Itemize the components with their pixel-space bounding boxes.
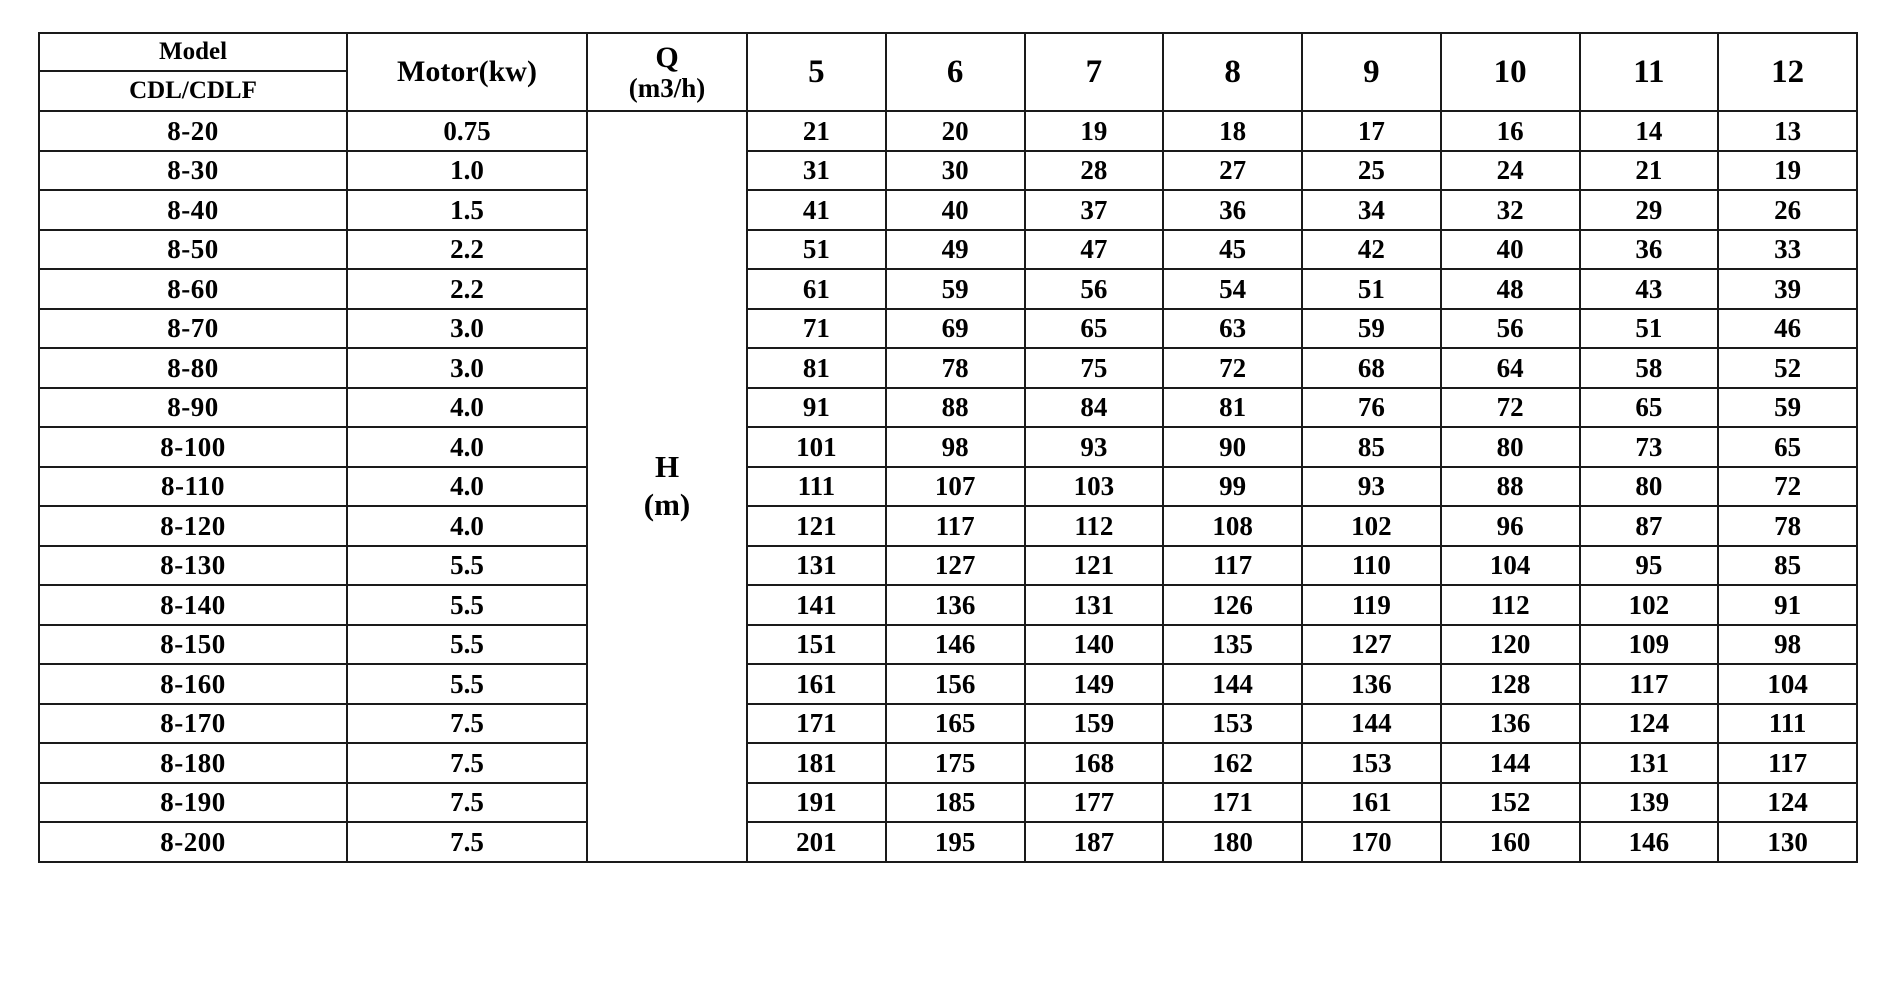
- header-model-top: Model: [39, 33, 347, 71]
- cell-model: 8-50: [39, 230, 347, 270]
- cell-head-value: 128: [1441, 664, 1580, 704]
- cell-head-value: 102: [1302, 506, 1441, 546]
- cell-head-value: 101: [747, 427, 886, 467]
- cell-head-value: 64: [1441, 348, 1580, 388]
- table-row: [39, 309, 1857, 349]
- cell-head-value: 59: [1718, 388, 1857, 428]
- cell-head-value: 117: [1580, 664, 1719, 704]
- cell-head-value: 162: [1163, 743, 1302, 783]
- table-row: [39, 348, 1857, 388]
- cell-head-value: 187: [1025, 822, 1164, 862]
- cell-head-value: 75: [1025, 348, 1164, 388]
- cell-head-value: 33: [1718, 230, 1857, 270]
- cell-head-value: 25: [1302, 151, 1441, 191]
- table-header-row-top: [39, 33, 1857, 71]
- header-flow-value: 7: [1025, 33, 1164, 111]
- cell-head-value: 37: [1025, 190, 1164, 230]
- cell-head-value: 21: [1580, 151, 1719, 191]
- header-model-bottom: CDL/CDLF: [39, 71, 347, 111]
- cell-motor-power: 2.2: [347, 269, 587, 309]
- cell-head-value: 201: [747, 822, 886, 862]
- cell-head-value: 121: [1025, 546, 1164, 586]
- cell-head-value: 91: [747, 388, 886, 428]
- cell-motor-power: 4.0: [347, 467, 587, 507]
- cell-head-value: 131: [1025, 585, 1164, 625]
- cell-head-value: 195: [886, 822, 1025, 862]
- cell-head-value: 54: [1163, 269, 1302, 309]
- cell-model: 8-100: [39, 427, 347, 467]
- header-flow-value: 12: [1718, 33, 1857, 111]
- cell-head-value: 30: [886, 151, 1025, 191]
- cell-head-value: 90: [1163, 427, 1302, 467]
- cell-model: 8-20: [39, 111, 347, 151]
- header-flow-unit: [587, 33, 747, 111]
- cell-head-value: 59: [886, 269, 1025, 309]
- table-row: [39, 151, 1857, 191]
- cell-model: 8-150: [39, 625, 347, 665]
- table-row: [39, 388, 1857, 428]
- cell-head-value: 42: [1302, 230, 1441, 270]
- cell-head-value: 151: [747, 625, 886, 665]
- cell-head-value: 93: [1025, 427, 1164, 467]
- cell-head-value: 78: [1718, 506, 1857, 546]
- cell-head-value: 109: [1580, 625, 1719, 665]
- cell-head-value: 153: [1163, 704, 1302, 744]
- cell-model: 8-90: [39, 388, 347, 428]
- cell-head-value: 45: [1163, 230, 1302, 270]
- cell-model: 8-200: [39, 822, 347, 862]
- cell-head-value: 51: [1302, 269, 1441, 309]
- cell-head-value: 95: [1580, 546, 1719, 586]
- cell-head-value: 171: [1163, 783, 1302, 823]
- cell-motor-power: 0.75: [347, 111, 587, 151]
- cell-head-value: 72: [1718, 467, 1857, 507]
- cell-model: 8-60: [39, 269, 347, 309]
- cell-head-value: 131: [1580, 743, 1719, 783]
- cell-head-value: 26: [1718, 190, 1857, 230]
- cell-head-value: 24: [1441, 151, 1580, 191]
- cell-head-value: 20: [886, 111, 1025, 151]
- cell-head-value: 126: [1163, 585, 1302, 625]
- cell-head-value: 40: [886, 190, 1025, 230]
- cell-head-value: 168: [1025, 743, 1164, 783]
- cell-head-value: 124: [1718, 783, 1857, 823]
- cell-head-value: 69: [886, 309, 1025, 349]
- cell-head-value: 13: [1718, 111, 1857, 151]
- cell-head-value: 175: [886, 743, 1025, 783]
- pump-performance-table: [38, 32, 1858, 863]
- cell-head-value: 36: [1163, 190, 1302, 230]
- cell-motor-power: 2.2: [347, 230, 587, 270]
- cell-head-value: 78: [886, 348, 1025, 388]
- cell-head-value: 71: [747, 309, 886, 349]
- cell-head-value: 68: [1302, 348, 1441, 388]
- cell-head-value: 16: [1441, 111, 1580, 151]
- cell-head-value: 108: [1163, 506, 1302, 546]
- cell-head-value: 135: [1163, 625, 1302, 665]
- cell-head-value: 43: [1580, 269, 1719, 309]
- cell-head-value: 139: [1580, 783, 1719, 823]
- cell-head-value: 47: [1025, 230, 1164, 270]
- cell-head-value: 84: [1025, 388, 1164, 428]
- cell-head-value: 85: [1302, 427, 1441, 467]
- cell-head-value: 28: [1025, 151, 1164, 191]
- cell-head-value: 21: [747, 111, 886, 151]
- header-flow-value: 11: [1580, 33, 1719, 111]
- cell-model: 8-80: [39, 348, 347, 388]
- cell-head-value: 136: [1302, 664, 1441, 704]
- cell-motor-power: 7.5: [347, 704, 587, 744]
- cell-model: 8-110: [39, 467, 347, 507]
- header-flow-symbol: Q: [655, 41, 679, 75]
- cell-head-value: 191: [747, 783, 886, 823]
- cell-head-value: 127: [886, 546, 1025, 586]
- cell-head-unit-label: [587, 111, 747, 862]
- cell-head-value: 40: [1441, 230, 1580, 270]
- cell-motor-power: 5.5: [347, 546, 587, 586]
- cell-head-value: 161: [1302, 783, 1441, 823]
- cell-motor-power: 3.0: [347, 348, 587, 388]
- table-row: [39, 822, 1857, 862]
- cell-motor-power: 5.5: [347, 664, 587, 704]
- cell-head-value: 136: [886, 585, 1025, 625]
- cell-model: 8-180: [39, 743, 347, 783]
- cell-head-value: 111: [1718, 704, 1857, 744]
- cell-head-value: 72: [1441, 388, 1580, 428]
- cell-head-value: 96: [1441, 506, 1580, 546]
- table-row: [39, 467, 1857, 507]
- cell-head-value: 14: [1580, 111, 1719, 151]
- cell-model: 8-160: [39, 664, 347, 704]
- cell-motor-power: 5.5: [347, 585, 587, 625]
- cell-head-value: 117: [1718, 743, 1857, 783]
- cell-head-value: 144: [1163, 664, 1302, 704]
- cell-model: 8-130: [39, 546, 347, 586]
- cell-head-value: 131: [747, 546, 886, 586]
- cell-head-value: 76: [1302, 388, 1441, 428]
- cell-motor-power: 4.0: [347, 506, 587, 546]
- header-flow-units: (m3/h): [628, 72, 706, 103]
- cell-head-value: 87: [1580, 506, 1719, 546]
- cell-motor-power: 4.0: [347, 388, 587, 428]
- cell-head-value: 110: [1302, 546, 1441, 586]
- cell-head-value: 140: [1025, 625, 1164, 665]
- cell-head-value: 72: [1163, 348, 1302, 388]
- cell-head-value: 177: [1025, 783, 1164, 823]
- header-flow-value: 9: [1302, 33, 1441, 111]
- cell-head-value: 73: [1580, 427, 1719, 467]
- cell-head-value: 65: [1025, 309, 1164, 349]
- cell-head-value: 120: [1441, 625, 1580, 665]
- cell-head-value: 152: [1441, 783, 1580, 823]
- cell-head-value: 34: [1302, 190, 1441, 230]
- header-flow-value: 5: [747, 33, 886, 111]
- cell-motor-power: 7.5: [347, 743, 587, 783]
- cell-head-value: 144: [1441, 743, 1580, 783]
- table-row: [39, 664, 1857, 704]
- cell-motor-power: 7.5: [347, 783, 587, 823]
- cell-head-value: 104: [1718, 664, 1857, 704]
- cell-model: 8-30: [39, 151, 347, 191]
- cell-model: 8-120: [39, 506, 347, 546]
- cell-head-value: 180: [1163, 822, 1302, 862]
- cell-head-value: 146: [886, 625, 1025, 665]
- cell-head-value: 19: [1718, 151, 1857, 191]
- table-row: [39, 546, 1857, 586]
- cell-head-value: 156: [886, 664, 1025, 704]
- cell-model: 8-190: [39, 783, 347, 823]
- cell-head-value: 18: [1163, 111, 1302, 151]
- cell-head-value: 80: [1441, 427, 1580, 467]
- cell-head-value: 121: [747, 506, 886, 546]
- cell-head-value: 99: [1163, 467, 1302, 507]
- cell-head-value: 58: [1580, 348, 1719, 388]
- cell-motor-power: 4.0: [347, 427, 587, 467]
- cell-head-value: 107: [886, 467, 1025, 507]
- cell-head-value: 36: [1580, 230, 1719, 270]
- cell-head-value: 117: [886, 506, 1025, 546]
- cell-head-value: 52: [1718, 348, 1857, 388]
- cell-motor-power: 1.5: [347, 190, 587, 230]
- table-row: [39, 743, 1857, 783]
- cell-head-value: 41: [747, 190, 886, 230]
- cell-head-value: 81: [747, 348, 886, 388]
- cell-head-value: 144: [1302, 704, 1441, 744]
- cell-model: 8-70: [39, 309, 347, 349]
- table-row: [39, 111, 1857, 151]
- cell-head-value: 98: [1718, 625, 1857, 665]
- cell-head-value: 80: [1580, 467, 1719, 507]
- cell-head-value: 65: [1580, 388, 1719, 428]
- cell-head-value: 103: [1025, 467, 1164, 507]
- cell-head-value: 112: [1025, 506, 1164, 546]
- cell-head-value: 91: [1718, 585, 1857, 625]
- table-row: [39, 506, 1857, 546]
- cell-motor-power: 7.5: [347, 822, 587, 862]
- cell-head-value: 171: [747, 704, 886, 744]
- cell-head-value: 51: [1580, 309, 1719, 349]
- table-row: [39, 783, 1857, 823]
- cell-head-value: 112: [1441, 585, 1580, 625]
- header-flow-value: 6: [886, 33, 1025, 111]
- cell-head-value: 61: [747, 269, 886, 309]
- cell-head-value: 88: [886, 388, 1025, 428]
- cell-head-value: 85: [1718, 546, 1857, 586]
- pump-spec-table-container: [38, 32, 1856, 863]
- table-row: [39, 704, 1857, 744]
- cell-head-value: 124: [1580, 704, 1719, 744]
- cell-head-value: 31: [747, 151, 886, 191]
- cell-head-value: 17: [1302, 111, 1441, 151]
- table-row: [39, 269, 1857, 309]
- cell-head-value: 119: [1302, 585, 1441, 625]
- cell-head-value: 149: [1025, 664, 1164, 704]
- header-flow-value: 8: [1163, 33, 1302, 111]
- cell-head-value: 161: [747, 664, 886, 704]
- cell-head-value: 98: [886, 427, 1025, 467]
- table-row: [39, 190, 1857, 230]
- cell-head-value: 63: [1163, 309, 1302, 349]
- cell-head-value: 104: [1441, 546, 1580, 586]
- table-row: [39, 230, 1857, 270]
- cell-head-value: 170: [1302, 822, 1441, 862]
- cell-head-value: 146: [1580, 822, 1719, 862]
- cell-head-value: 29: [1580, 190, 1719, 230]
- table-row: [39, 427, 1857, 467]
- cell-head-value: 88: [1441, 467, 1580, 507]
- cell-head-value: 136: [1441, 704, 1580, 744]
- cell-head-value: 127: [1302, 625, 1441, 665]
- table-row: [39, 585, 1857, 625]
- cell-head-value: 81: [1163, 388, 1302, 428]
- cell-head-value: 32: [1441, 190, 1580, 230]
- cell-motor-power: 1.0: [347, 151, 587, 191]
- cell-model: 8-140: [39, 585, 347, 625]
- header-flow-value: 10: [1441, 33, 1580, 111]
- cell-head-value: 39: [1718, 269, 1857, 309]
- header-motor: Motor(kw): [347, 33, 587, 111]
- cell-head-value: 185: [886, 783, 1025, 823]
- cell-head-value: 65: [1718, 427, 1857, 467]
- cell-motor-power: 3.0: [347, 309, 587, 349]
- cell-head-value: 111: [747, 467, 886, 507]
- cell-head-value: 117: [1163, 546, 1302, 586]
- cell-head-value: 48: [1441, 269, 1580, 309]
- cell-head-value: 56: [1441, 309, 1580, 349]
- cell-head-value: 141: [747, 585, 886, 625]
- cell-head-value: 93: [1302, 467, 1441, 507]
- cell-model: 8-40: [39, 190, 347, 230]
- cell-head-value: 181: [747, 743, 886, 783]
- cell-motor-power: 5.5: [347, 625, 587, 665]
- cell-head-value: 19: [1025, 111, 1164, 151]
- cell-head-value: 59: [1302, 309, 1441, 349]
- cell-head-value: 27: [1163, 151, 1302, 191]
- head-symbol: H: [654, 448, 680, 484]
- cell-head-value: 51: [747, 230, 886, 270]
- head-units: (m): [643, 487, 691, 523]
- cell-head-value: 130: [1718, 822, 1857, 862]
- cell-head-value: 165: [886, 704, 1025, 744]
- cell-head-value: 160: [1441, 822, 1580, 862]
- table-row: [39, 625, 1857, 665]
- cell-head-value: 46: [1718, 309, 1857, 349]
- cell-head-value: 102: [1580, 585, 1719, 625]
- cell-model: 8-170: [39, 704, 347, 744]
- cell-head-value: 49: [886, 230, 1025, 270]
- cell-head-value: 153: [1302, 743, 1441, 783]
- cell-head-value: 56: [1025, 269, 1164, 309]
- cell-head-value: 159: [1025, 704, 1164, 744]
